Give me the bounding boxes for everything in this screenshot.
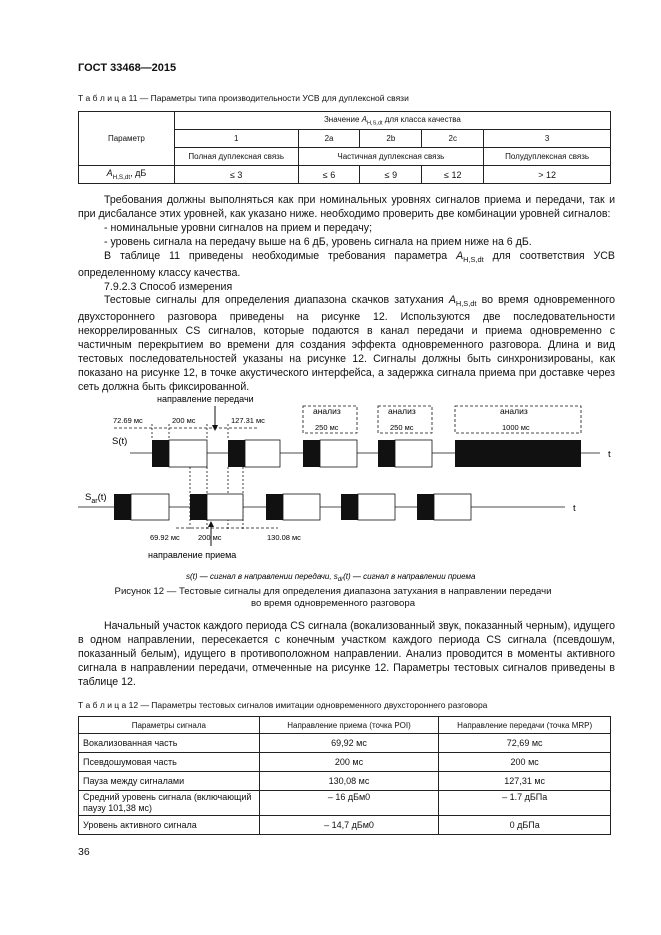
recv-cell: – 14,7 дБм0 [259, 816, 439, 835]
table11-type: Частичная дуплексная связь [298, 148, 484, 166]
noise-block [207, 494, 243, 520]
table-row [79, 734, 611, 753]
voiced-block [341, 494, 358, 520]
send-cell: 200 мс [439, 753, 611, 772]
table-row [79, 753, 611, 772]
analysis-dim-2: 250 мс [390, 423, 414, 432]
param-cell: Вокализованная часть [79, 734, 260, 753]
voiced-block [266, 494, 283, 520]
page-number: 36 [78, 846, 90, 858]
table11-class: 1 [174, 130, 298, 148]
table11-value: ≤ 12 [422, 166, 484, 184]
send-signal-label: S(t) [112, 436, 128, 447]
dim-top-voiced: 72.69 мс [113, 416, 143, 425]
noise-block [131, 494, 169, 520]
table11-class: 2a [298, 130, 360, 148]
list-item: - уровень сигнала на передачу выше на 6 дБ, уровень сигнала на прием ниже на 6 дБ. [104, 235, 532, 248]
table11-param-header: Параметр [79, 112, 175, 166]
voiced-block [228, 440, 245, 467]
dim-bottom-noise: 200 мс [198, 533, 222, 542]
table11-type: Полная дуплексная связь [174, 148, 298, 166]
table11-value: ≤ 6 [298, 166, 360, 184]
voiced-block [303, 440, 320, 467]
noise-block [358, 494, 395, 520]
table11-value: ≤ 3 [174, 166, 298, 184]
table11-value: ≤ 9 [360, 166, 422, 184]
noise-block [169, 440, 207, 467]
send-cell: 127,31 мс [439, 772, 611, 791]
table-row [79, 816, 611, 835]
table12-header: Параметры сигнала [79, 717, 260, 734]
analysis-label-3: анализ [500, 406, 528, 416]
long-voiced-block [455, 440, 581, 467]
document-header: ГОСТ 33468—2015 [78, 62, 177, 74]
paragraph: В таблице 11 приведены необходимые требования параметра $A_{H,S,dt}$ для соответствия УСВ определенному классу качества. [78, 249, 615, 279]
recv-signal-label: $S_{ar}(t)$ [85, 492, 107, 505]
noise-block [434, 494, 471, 520]
table11-class: 2b [360, 130, 422, 148]
noise-block [320, 440, 357, 467]
analysis-dim-3: 1000 мс [502, 423, 530, 432]
dim-top-noise: 200 мс [172, 416, 196, 425]
noise-block [245, 440, 280, 467]
paragraph: Требования должны выполняться как при номинальных уровнях сигналов приема и передачи, так и при дисбалансе этих уровней, как указано ниже. необходимо проверить две комбинации уровней сигналов: [78, 194, 615, 220]
table11-class: 2c [422, 130, 484, 148]
table11-value: > 12 [484, 166, 611, 184]
table11-caption: Т а б л и ц а 11 — Параметры типа производительности УСВ для дуплексной связи [78, 93, 409, 103]
param-cell: Уровень активного сигнала [79, 816, 260, 835]
recv-cell: 130,08 мс [259, 772, 439, 791]
dim-bottom-pause: 130.08 мс [267, 533, 301, 542]
noise-block [283, 494, 320, 520]
param-cell: Средний уровень сигнала (включающий паузу 101,38 мс) [79, 791, 260, 816]
section-heading: 7.9.2.3 Способ измерения [104, 280, 233, 293]
table11-type: Полудуплексная связь [484, 148, 611, 166]
caption-line: во время одновременного разговора [250, 598, 416, 609]
paragraph: Начальный участок каждого периода CS сигнала (вокализованный звук, показанный черным), идущего в одном направлении, пересекается с конечным участком каждого периода CS сигнала (псевдошум, показанный белым), идущего в противоположном направлении. Анализ проводится в моменты активного сигнала в направлении передачи, отмеченные на рисунке 12. Параметры тестовых сигналов приведены в таблице 12. [78, 620, 615, 688]
recv-direction-label: направление приема [148, 550, 237, 560]
send-cell: – 1.7 дБПа [439, 791, 611, 816]
table12-caption: Т а б л и ц а 12 — Параметры тестовых сигналов имитации одновременного двухстороннего разговора [78, 700, 488, 710]
table12 [78, 716, 611, 835]
body-text-2 [78, 620, 615, 690]
noise-block [395, 440, 432, 467]
caption-line: Рисунок 12 — Тестовые сигналы для определения диапазона затухания в направлении передачи [114, 586, 552, 597]
dim-bottom-voiced: 69.92 мс [150, 533, 180, 542]
voiced-block [417, 494, 434, 520]
voiced-block [190, 494, 207, 520]
figure-legend: s(t) — сигнал в направлении передачи, $s_{dr}(t)$ — сигнал в направлении приема [186, 572, 476, 583]
send-direction-label: направление передачи [157, 394, 254, 404]
paragraph: Тестовые сигналы для определения диапазона скачков затухания $A_{H,S,dt}$ во время одновременного двухстороннего разговора приведены на рисунке 12. Используются две последовательности некоррелированных CS сигналов, которые подаются в канал передачи и приема одновременно с частичным перекрытием во времени для создания эффекта одновременного разговора. Длина и вид тестовых последовательностей указаны на рисунке 12. Сигналы должны быть синхронизированы, как показано на рисунке 12, в точке акустического интерфейса, а задержка сигнала приема при доставке через сеть должна быть фиксированной. [78, 294, 616, 393]
recv-t-label: t [573, 503, 576, 514]
voiced-block [152, 440, 169, 467]
table11-class: 3 [484, 130, 611, 148]
analysis-label-1: анализ [313, 406, 341, 416]
table11-value-header: Значение $A_{H,S,dt}$ для класса качества [174, 112, 610, 130]
table11-row-label: $A_{H,S,dt}$, дБ [79, 166, 175, 184]
send-t-label: t [608, 449, 611, 460]
table-row [79, 772, 611, 791]
send-cell: 0 дБПа [439, 816, 611, 835]
table12-header: Направление приема (точка POI) [259, 717, 439, 734]
param-cell: Псевдошумовая часть [79, 753, 260, 772]
param-cell: Пауза между сигналами [79, 772, 260, 791]
list-item: - номинальные уровни сигналов на прием и передачу; [104, 221, 373, 234]
send-signal-blocks [152, 440, 581, 467]
table-row [79, 791, 611, 816]
recv-signal-blocks [114, 494, 471, 520]
recv-cell: 69,92 мс [259, 734, 439, 753]
voiced-block [378, 440, 395, 467]
dim-top-pause: 127.31 мс [231, 416, 265, 425]
send-cell: 72,69 мс [439, 734, 611, 753]
figure12-caption [78, 586, 588, 610]
analysis-label-2: анализ [388, 406, 416, 416]
voiced-block [114, 494, 131, 520]
table12-header: Направление передачи (точка MRP) [439, 717, 611, 734]
recv-cell: 200 мс [259, 753, 439, 772]
analysis-dim-1: 250 мс [315, 423, 339, 432]
recv-cell: – 16 дБм0 [259, 791, 439, 816]
